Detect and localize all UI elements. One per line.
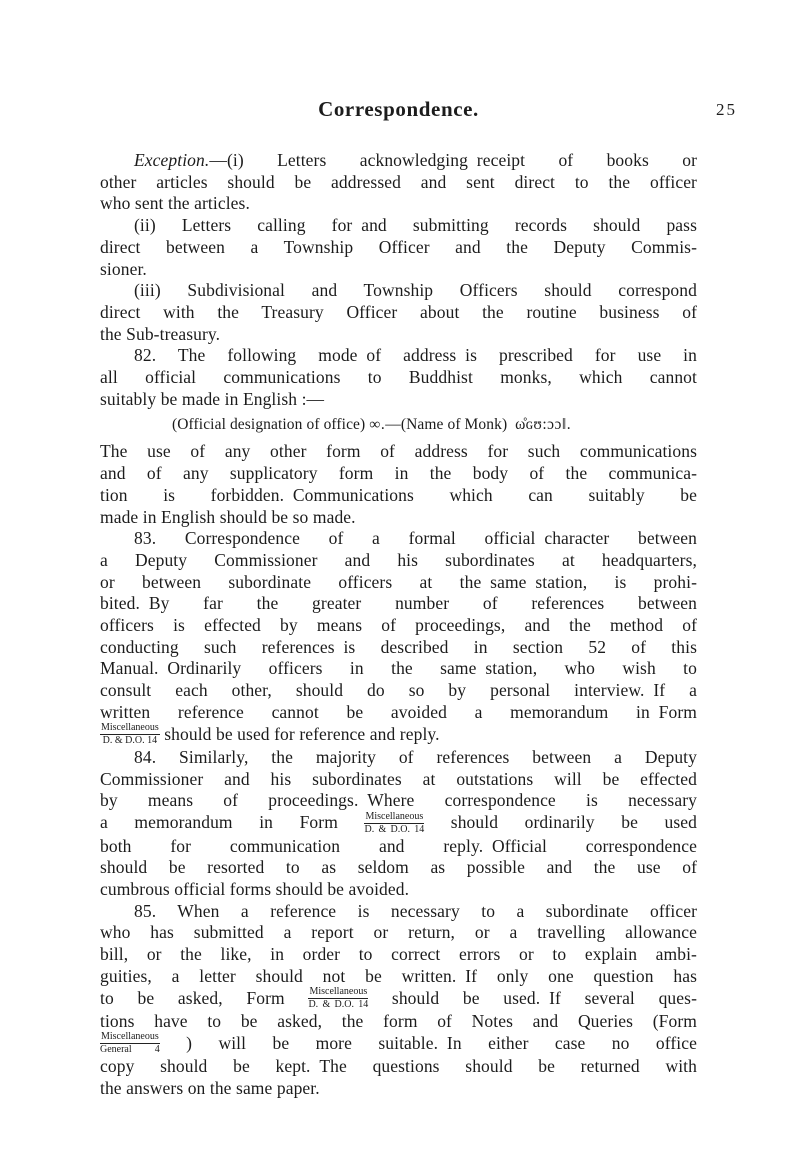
paragraph [100,413,697,437]
fraction-numerator: Miscellaneous [309,986,368,998]
fraction-denominator: General 4 [100,1044,160,1056]
text-run: all official communications to Buddhist monks, which cannot [100,367,697,388]
text-line [100,172,697,194]
form-reference-fraction [308,987,368,1010]
text-run: written reference cannot be avoided a memorandum in Form [100,701,697,722]
text-line [100,237,697,259]
text-line [100,345,697,367]
text-line [100,150,697,172]
text-line [100,1078,697,1100]
paragraph [100,901,697,1100]
text-line [100,463,697,485]
text-run: bill, or the like, in order to correct errors or to explain ambi- [100,944,697,965]
text-line [100,944,697,966]
text-line [100,441,697,463]
text-line [100,507,697,529]
text-line [100,1011,697,1033]
paragraph [100,747,697,901]
text-run: should be used. If several ques- [368,987,697,1008]
text-run: should be used for reference and reply. [159,723,440,744]
paragraph [100,441,697,528]
text-run: 85. When a reference is necessary to a subordinate officer [134,900,697,921]
fraction-denominator: D. & D.O. 14 [364,823,425,835]
paragraph [100,528,697,747]
text-line [100,836,697,858]
text-line [100,280,697,302]
text-run: direct with the Treasury Officer about the routine business of [100,301,697,322]
text-run: should ordinarily be used [424,812,697,833]
text-run: the Sub-treasury. [100,323,221,344]
text-line [172,413,697,437]
text-run: the answers on the same paper. [100,1077,320,1098]
text-run: made in English should be so made. [100,506,356,527]
text-run: other articles should be addressed and sent direct to the officer [100,171,697,192]
text-run: —(i) Letters acknowledging receipt of books or [209,150,697,170]
text-run: should be resorted to as seldom as possible and the use of [100,857,697,878]
text-line [100,215,697,237]
text-run: suitably be made in English :— [100,388,325,409]
text-run: 83. Correspondence of a formal official character between [134,528,697,549]
text-line [100,988,697,1011]
text-line [100,702,697,724]
text-run: (iii) Subdivisional and Township Officers should correspond [134,280,697,301]
text-run: Manual. Ordinarily officers in the same station, who wish to [100,658,697,679]
text-run: —(Name of Monk) [385,416,516,434]
fraction-numerator: Miscellaneous [101,1031,159,1043]
fraction-numerator: Miscellaneous [101,722,159,734]
text-run: 82. The following mode of address is prescribed for use in [134,345,697,366]
form-reference-fraction [364,812,424,835]
text-line [100,769,697,791]
text-run: and of any supplicatory form in the body of the communica- [100,463,697,484]
text-run: cumbrous official forms should be avoided. [100,879,410,900]
text-run: sioner. [100,258,147,279]
text-run: a Deputy Commissioner and his subordinates at headquarters, [100,549,697,570]
text-line [100,389,697,411]
text-run: direct between a Township Officer and the Deputy Commis- [100,236,697,257]
text-run: The use of any other form of address for such communications [100,441,697,462]
page-title: Correspondence. [318,97,479,121]
text-run: bited. By far the greater number of references between [100,593,697,614]
text-line [100,680,697,702]
text-line [100,302,697,324]
form-reference-fraction [100,1032,160,1055]
text-line [100,901,697,923]
text-line [100,193,697,215]
text-line [100,615,697,637]
text-line [100,637,697,659]
text-run: consult each other, should do so by personal interview. If a [100,680,697,701]
paragraph [100,215,697,280]
burmese-text: ∞. [369,416,386,434]
text-line [100,528,697,550]
text-line [100,724,697,747]
form-reference-fraction [100,723,160,746]
text-run: who has submitted a report or return, or a travelling allowance [100,922,697,943]
text-run: by means of proceedings. Where correspondence is necessary [100,790,697,811]
text-run: (ii) Letters calling for and submitting records should pass [134,215,697,236]
text-line [100,812,697,835]
text-run: Commissioner and his subordinates at outstations will be effected [100,768,697,789]
paragraph [100,280,697,345]
text-line [100,1056,697,1078]
text-line [100,1033,697,1056]
text-line [100,857,697,879]
fraction-denominator: D. & D.O. 14 [102,735,158,747]
text-run: or between subordinate officers at the same station, is prohi- [100,571,697,592]
text-line [100,790,697,812]
text-run: to be asked, Form [100,987,309,1008]
fraction-denominator: D. & D.O. 14 [308,999,369,1011]
text-run: copy should be kept. The questions should be returned with [100,1056,697,1077]
paragraph [100,345,697,410]
text-line [100,259,697,281]
text-run: ) will be more suitable. In either case no office [159,1032,697,1053]
text-run: tions have to be asked, the form of Notes and Queries (Form [100,1011,697,1032]
text-line [100,550,697,572]
text-line [100,572,697,594]
text-line [100,367,697,389]
text-line [100,922,697,944]
fraction-numerator: Miscellaneous [365,810,424,822]
text-line [100,593,697,615]
text-line [100,747,697,769]
burmese-text: ω̊ɢʊ:ɔɔ‖. [515,416,572,434]
text-run: Exception. [134,150,210,170]
text-line [100,324,697,346]
text-line [100,485,697,507]
paragraph [100,150,697,215]
text-line [100,966,697,988]
text-run: both for communication and reply. Official correspondence [100,835,697,856]
text-run: 84. Similarly, the majority of references between a Deputy [134,747,697,768]
text-run: a memorandum in Form [100,812,365,833]
text-line [100,658,697,680]
text-run: who sent the articles. [100,193,250,214]
text-run: (Official designation of office) [172,416,370,434]
page-header [100,97,737,123]
page-number: 25 [716,100,737,119]
text-run: conducting such references is described in section 52 of this [100,636,697,657]
text-run: officers is effected by means of proceedings, and the method of [100,615,697,636]
text-block [100,150,697,1100]
text-run: tion is forbidden. Communications which can suitably be [100,484,697,505]
text-line [100,879,697,901]
text-run: guities, a letter should not be written. If only one question has [100,965,697,986]
